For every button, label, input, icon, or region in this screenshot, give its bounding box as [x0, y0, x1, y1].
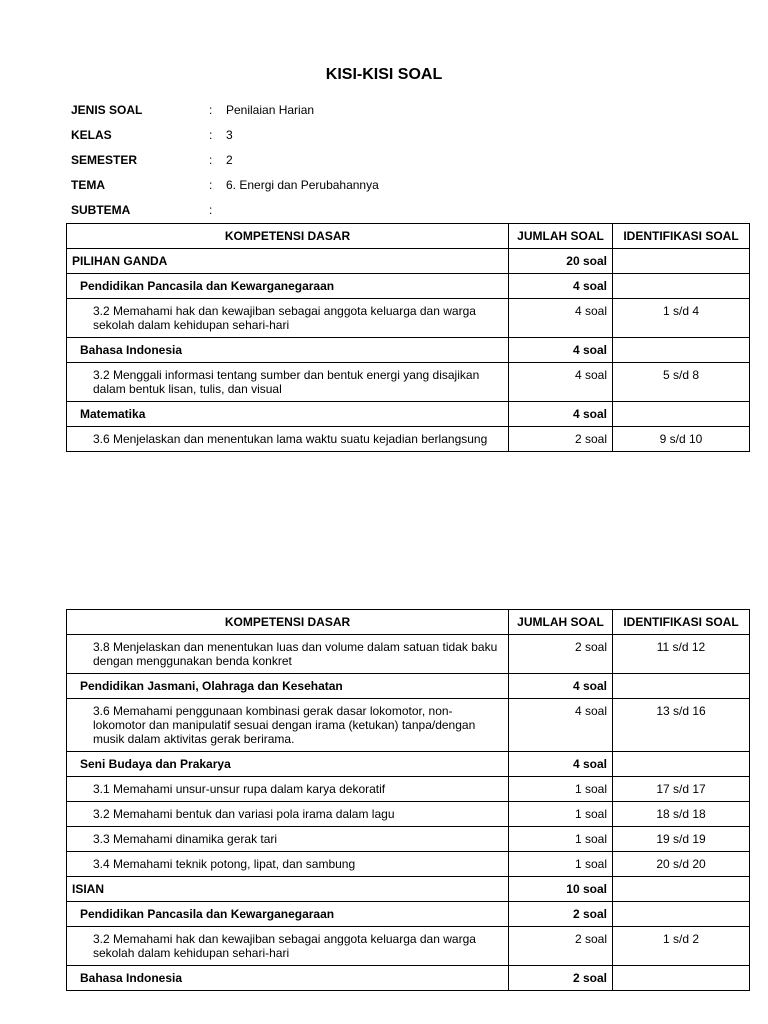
- jumlah-soal-cell: 4 soal: [509, 299, 613, 338]
- jumlah-soal-cell: 2 soal: [509, 635, 613, 674]
- identifikasi-soal-cell: [613, 402, 750, 427]
- jumlah-soal-cell: 2 soal: [509, 966, 613, 991]
- meta-row-tema: [71, 175, 379, 200]
- jumlah-soal-cell: 20 soal: [509, 249, 613, 274]
- meta-value: 2: [226, 153, 233, 167]
- table-row: [67, 827, 750, 852]
- table-row: [67, 902, 750, 927]
- kompetensi-cell: 3.2 Memahami hak dan kewajiban sebagai anggota keluarga dan warga sekolah dalam kehidupan sehari-hari: [67, 927, 509, 966]
- meta-label: TEMA: [71, 178, 105, 192]
- meta-colon: :: [209, 153, 213, 167]
- table-row: [67, 852, 750, 877]
- header-jumlah-soal: JUMLAH SOAL: [509, 224, 613, 249]
- identifikasi-soal-cell: 5 s/d 8: [613, 363, 750, 402]
- table-row: [67, 674, 750, 699]
- identifikasi-soal-cell: [613, 752, 750, 777]
- jumlah-soal-cell: 4 soal: [509, 363, 613, 402]
- table-row: [67, 966, 750, 991]
- kompetensi-cell: 3.2 Memahami hak dan kewajiban sebagai anggota keluarga dan warga sekolah dalam kehidupan sehari-hari: [67, 299, 509, 338]
- meta-label: JENIS SOAL: [71, 103, 143, 117]
- identifikasi-soal-cell: [613, 274, 750, 299]
- kompetensi-cell: Pendidikan Jasmani, Olahraga dan Kesehatan: [67, 674, 509, 699]
- kompetensi-cell: 3.6 Memahami penggunaan kombinasi gerak dasar lokomotor, non-lokomotor dan manipulatif sesuai dengan irama (ketukan) tanpa/dengan musik dalam aktivitas gerak berirama.: [67, 699, 509, 752]
- jumlah-soal-cell: 10 soal: [509, 877, 613, 902]
- meta-row-kelas: [71, 125, 379, 150]
- identifikasi-soal-cell: 20 s/d 20: [613, 852, 750, 877]
- jumlah-soal-cell: 4 soal: [509, 674, 613, 699]
- meta-colon: :: [209, 178, 213, 192]
- table-header-row: [67, 224, 750, 249]
- jumlah-soal-cell: 4 soal: [509, 752, 613, 777]
- identifikasi-soal-cell: 1 s/d 4: [613, 299, 750, 338]
- table-row: [67, 877, 750, 902]
- jumlah-soal-cell: 1 soal: [509, 827, 613, 852]
- document-meta: [71, 100, 379, 225]
- kisi-kisi-table-2: [66, 609, 750, 991]
- meta-label: SUBTEMA: [71, 203, 131, 217]
- kompetensi-cell: Pendidikan Pancasila dan Kewarganegaraan: [67, 274, 509, 299]
- header-identifikasi-soal: IDENTIFIKASI SOAL: [613, 610, 750, 635]
- table-row: [67, 249, 750, 274]
- kompetensi-cell: Pendidikan Pancasila dan Kewarganegaraan: [67, 902, 509, 927]
- identifikasi-soal-cell: 17 s/d 17: [613, 777, 750, 802]
- kompetensi-cell: Bahasa Indonesia: [67, 338, 509, 363]
- table-row: [67, 338, 750, 363]
- table-row: [67, 699, 750, 752]
- meta-row-jenis-soal: [71, 100, 379, 125]
- header-identifikasi-soal: IDENTIFIKASI SOAL: [613, 224, 750, 249]
- jumlah-soal-cell: 4 soal: [509, 338, 613, 363]
- meta-label: KELAS: [71, 128, 112, 142]
- header-jumlah-soal: JUMLAH SOAL: [509, 610, 613, 635]
- meta-label: SEMESTER: [71, 153, 138, 167]
- identifikasi-soal-cell: [613, 249, 750, 274]
- kompetensi-cell: Bahasa Indonesia: [67, 966, 509, 991]
- table-row: [67, 802, 750, 827]
- identifikasi-soal-cell: [613, 877, 750, 902]
- kompetensi-cell: Seni Budaya dan Prakarya: [67, 752, 509, 777]
- jumlah-soal-cell: 4 soal: [509, 274, 613, 299]
- identifikasi-soal-cell: 9 s/d 10: [613, 427, 750, 452]
- jumlah-soal-cell: 2 soal: [509, 902, 613, 927]
- meta-colon: :: [209, 128, 213, 142]
- table-row: [67, 427, 750, 452]
- kompetensi-cell: Matematika: [67, 402, 509, 427]
- page-title: KISI-KISI SOAL: [325, 66, 443, 83]
- table-row: [67, 299, 750, 338]
- header-kompetensi-dasar: KOMPETENSI DASAR: [67, 224, 509, 249]
- identifikasi-soal-cell: [613, 338, 750, 363]
- jumlah-soal-cell: 1 soal: [509, 802, 613, 827]
- kompetensi-cell: ISIAN: [67, 877, 509, 902]
- kompetensi-cell: 3.1 Memahami unsur-unsur rupa dalam karya dekoratif: [67, 777, 509, 802]
- jumlah-soal-cell: 2 soal: [509, 927, 613, 966]
- table-row: [67, 927, 750, 966]
- identifikasi-soal-cell: 18 s/d 18: [613, 802, 750, 827]
- jumlah-soal-cell: 4 soal: [509, 402, 613, 427]
- kompetensi-cell: 3.8 Menjelaskan dan menentukan luas dan volume dalam satuan tidak baku dengan menggunakan benda konkret: [67, 635, 509, 674]
- jumlah-soal-cell: 1 soal: [509, 777, 613, 802]
- identifikasi-soal-cell: 19 s/d 19: [613, 827, 750, 852]
- table-row: [67, 274, 750, 299]
- table-row: [67, 777, 750, 802]
- meta-value: Penilaian Harian: [226, 103, 315, 117]
- kisi-kisi-table-1: [66, 223, 750, 452]
- identifikasi-soal-cell: 11 s/d 12: [613, 635, 750, 674]
- meta-colon: :: [209, 203, 213, 217]
- kompetensi-cell: PILIHAN GANDA: [67, 249, 509, 274]
- identifikasi-soal-cell: [613, 674, 750, 699]
- table-row: [67, 752, 750, 777]
- table-row: [67, 363, 750, 402]
- header-kompetensi-dasar: KOMPETENSI DASAR: [67, 610, 509, 635]
- jumlah-soal-cell: 2 soal: [509, 427, 613, 452]
- kompetensi-cell: 3.6 Menjelaskan dan menentukan lama waktu suatu kejadian berlangsung: [67, 427, 509, 452]
- table-row: [67, 635, 750, 674]
- identifikasi-soal-cell: [613, 902, 750, 927]
- jumlah-soal-cell: 4 soal: [509, 699, 613, 752]
- identifikasi-soal-cell: [613, 966, 750, 991]
- kompetensi-cell: 3.4 Memahami teknik potong, lipat, dan sambung: [67, 852, 509, 877]
- kompetensi-cell: 3.2 Memahami bentuk dan variasi pola irama dalam lagu: [67, 802, 509, 827]
- meta-colon: :: [209, 103, 213, 117]
- table-row: [67, 402, 750, 427]
- meta-row-semester: [71, 150, 379, 175]
- kompetensi-cell: 3.2 Menggali informasi tentang sumber dan bentuk energi yang disajikan dalam bentuk lisan, tulis, dan visual: [67, 363, 509, 402]
- meta-row-subtema: [71, 200, 379, 225]
- jumlah-soal-cell: 1 soal: [509, 852, 613, 877]
- table-header-row: [67, 610, 750, 635]
- kompetensi-cell: 3.3 Memahami dinamika gerak tari: [67, 827, 509, 852]
- meta-value: 6. Energi dan Perubahannya: [226, 178, 379, 192]
- identifikasi-soal-cell: 1 s/d 2: [613, 927, 750, 966]
- meta-value: 3: [226, 128, 233, 142]
- identifikasi-soal-cell: 13 s/d 16: [613, 699, 750, 752]
